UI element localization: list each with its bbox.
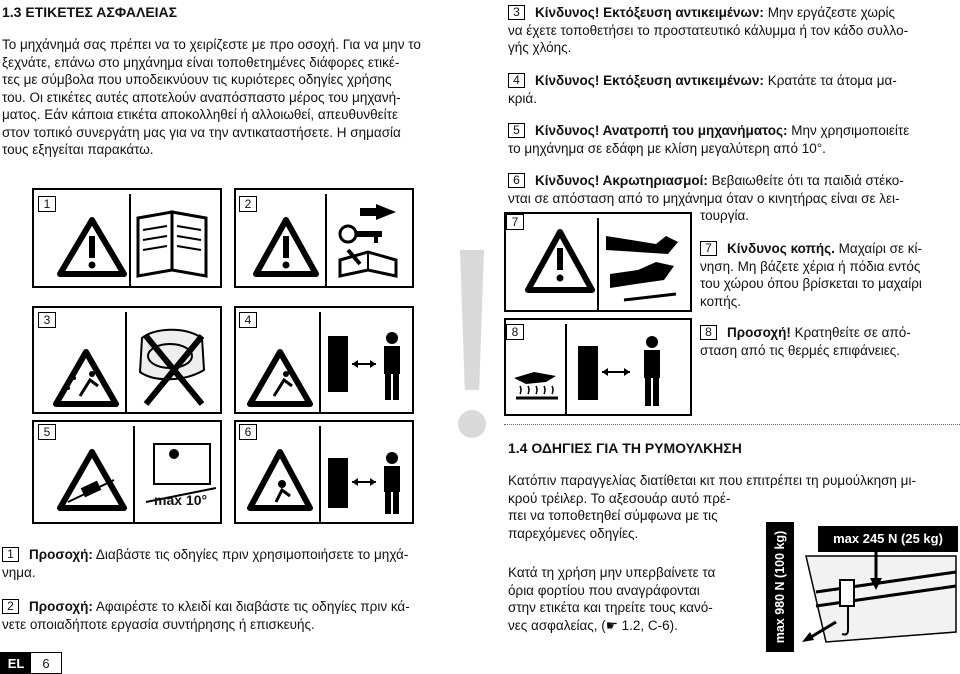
item-3: 3 Κίνδυνος! Εκτόξευση αντικειμένων: Μην εργάζεστε χωρίς να έχετε τοποθετήσει το προστατευτικό κάλυμμα ή τον κάδο συλλο- γής χλόης. [508, 5, 909, 55]
language-tag: EL [1, 653, 31, 673]
label-1-number: 1 [38, 196, 56, 212]
item-6: 6 Κίνδυνος! Ακρωτηριασμοί: Βεβαιωθείτε ότι τα παιδιά στέκο- νται σε απόσταση από το μηχάνημα όταν ο κινητήρας είναι σε λει- τουργία. [508, 173, 904, 223]
label-6-sticker [234, 420, 414, 524]
label-1-sticker [32, 188, 222, 288]
warning-children-icon [236, 422, 412, 522]
warning-keep-distance-icon [236, 308, 412, 412]
note-2: 2 Προσοχή: Αφαιρέστε το κλειδί και διαβάστε τις οδηγίες πριν κά- νετε οποιαδήποτε εργασία συντήρησης ή επισκευής. [2, 599, 410, 632]
max-vertical-load-label: max 980 N (100 kg) [773, 530, 787, 644]
item-3-number: 3 [508, 5, 525, 20]
watermark-exclamation-bar [460, 250, 484, 390]
warning-hot-surface-icon [506, 320, 690, 414]
item-8: 8 Προσοχή! Κρατηθείτε σε από- σταση από τις θερμές επιφάνειες. [700, 325, 911, 358]
section-heading-safety-labels: 1.3 ΕΤΙΚΕΤΕΣ ΑΣΦΑΛΕΙΑΣ [2, 4, 178, 20]
item-4: 4 Κίνδυνος! Εκτόξευση αντικειμένων: Κρατάτε τα άτομα μα- κριά. [508, 73, 897, 106]
label-3-number: 3 [38, 312, 56, 328]
note-2-number: 2 [2, 599, 19, 614]
warning-read-manual-icon [34, 190, 220, 286]
label-4-sticker [234, 306, 414, 414]
warning-blade-cut-icon [506, 214, 690, 310]
label-3-sticker [32, 306, 222, 414]
label-7-sticker [504, 212, 692, 312]
label-7-number: 7 [506, 214, 524, 230]
label-8-number: 8 [506, 324, 524, 340]
watermark-exclamation-dot [458, 410, 486, 438]
note-1-number: 1 [2, 547, 19, 562]
towing-diagram [766, 522, 960, 652]
item-6-number: 6 [508, 173, 525, 188]
max-vertical-load-box [766, 522, 794, 652]
item-5: 5 Κίνδυνος! Ανατροπή του μηχανήματος: Μην χρησιμοποιείτε το μηχάνημα σε εδάφη με κλίση μεγαλύτερη από 10°. [508, 123, 910, 156]
label-5-sticker [32, 420, 222, 524]
section-divider [504, 424, 960, 425]
item-7-number: 7 [700, 241, 717, 256]
note-1: 1 Προσοχή: Διαβάστε τις οδηγίες πριν χρησιμοποιήσετε το μηχά- νημα. [2, 547, 409, 580]
label-5-number: 5 [38, 424, 56, 440]
item-5-number: 5 [508, 123, 525, 138]
item-7: 7 Κίνδυνος κοπής. Μαχαίρι σε κί- νηση. Μη βάζετε χέρια ή πόδια εντός του χώρου όπου βρίσκεται το μαχαίρι κοπής. [700, 241, 923, 309]
item-4-number: 4 [508, 73, 525, 88]
label-4-number: 4 [239, 312, 257, 328]
intro-paragraph: Το μηχάνημά σας πρέπει να το χειρίζεστε με προ οσοχή. Για να μην το ξεχνάτε, επάνω στο μηχάνημα είναι τοποθετημένες διάφορες ετικέ- τες με σύμβολα που υποδεικνύουν τις κυριότερες οδηγίες χρήσης του. Οι ετικέτες αυτές αποτελούν αναπόσπαστο μέρος του μηχανή- ματος. Εάν κάποια ετικέτα αποκολληθεί ή αλλοιωθεί, απευθυνθείτε στον τοπικό συνεργάτη μας για να την αντικαταστήσετε. Η σημασία τους εξηγείται παρακάτω. [2, 37, 421, 157]
label-6-number: 6 [239, 424, 257, 440]
warning-key-manual-icon [236, 190, 412, 286]
page-footer [0, 652, 62, 674]
towing-paragraph-2: Κατά τη χρήση μην υπερβαίνετε τα όρια φορτίου που αναγράφονται στην ετικέτα και τηρείτε τους κανό- νες ασφαλείας, (☛ 1.2, C-6). [508, 565, 716, 633]
note-1-lead: Προσοχή: [29, 547, 93, 562]
note-2-lead: Προσοχή: [29, 599, 93, 614]
label-2-sticker [234, 188, 414, 288]
max-horizontal-load-label: max 245 N (25 kg) [818, 526, 958, 552]
page-number: 6 [42, 655, 50, 671]
item-8-number: 8 [700, 325, 717, 340]
warning-thrown-objects-icon [34, 308, 220, 412]
max-slope-label: max 10° [154, 492, 208, 508]
towing-paragraph-1: Κατόπιν παραγγελίας διατίθεται κιτ που επιτρέπει τη ρυμούλκηση μι- κρού τρέιλερ. Το αξεσουάρ αυτό πρέ- πει να τοποθετηθεί σύμφωνα με τις παρεχόμενες οδηγίες. [508, 473, 916, 541]
label-8-sticker [504, 318, 692, 416]
label-2-number: 2 [239, 196, 257, 212]
section-heading-towing: 1.4 ΟΔΗΓΙΕΣ ΓΙΑ ΤΗ ΡΥΜΟΥΛΚΗΣΗ [508, 440, 742, 456]
